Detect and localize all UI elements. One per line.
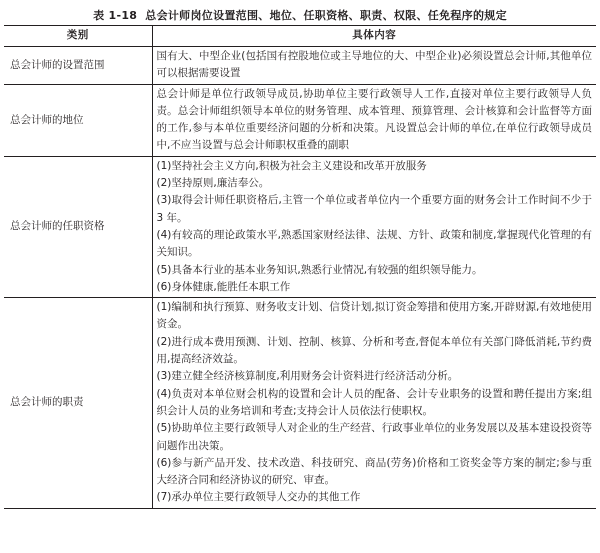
content-paragraph: 总会计师是单位行政领导成员,协助单位主要行政领导人工作,直接对单位主要行政领导人负责。总会计师组织领导本单位的财务管理、成本管理、预算管理、会计核算和会计监督等方面的工作,参与本单位重要经济问题的分析和决策。凡设置总会计师的单位,在单位行政领导成员中,不应当设置与总会计师职权重叠的副职: [156, 87, 592, 152]
content-paragraph: (7)承办单位主要行政领导人交办的其他工作: [156, 491, 361, 504]
content-paragraph: (1)坚持社会主义方向,积极为社会主义建设和改革开放服务: [156, 159, 427, 172]
content-paragraph: (3)建立健全经济核算制度,利用财务会计资料进行经济活动分析。: [156, 370, 459, 383]
content-paragraph: (5)协助单位主要行政领导人对企业的生产经营、行政事业单位的业务发展以及基本建设投资等问题作出决策。: [156, 422, 592, 452]
table-number: 表 1-18: [93, 9, 138, 22]
content-paragraph: 国有大、中型企业(包括国有控股地位或主导地位的大、中型企业)必须设置总会计师,其他单位可以根据需要设置: [156, 50, 592, 80]
row-category: 总会计师的设置范围: [4, 47, 152, 85]
row-content: [152, 84, 596, 156]
content-paragraph: (1)编制和执行预算、财务收支计划、信贷计划,拟订资金筹措和使用方案,开辟财源,有效地使用资金。: [156, 301, 592, 331]
row-category: 总会计师的地位: [4, 84, 152, 156]
content-paragraph: (5)具备本行业的基本业务知识,熟悉行业情况,有较强的组织领导能力。: [156, 263, 483, 276]
table-row: [4, 84, 596, 156]
content-paragraph: (2)进行成本费用预测、计划、控制、核算、分析和考查,督促本单位有关部门降低消耗,节约费用,提高经济效益。: [156, 335, 592, 366]
table-caption: [4, 7, 596, 25]
table-title: 总会计师岗位设置范围、地位、任职资格、职责、权限、任免程序的规定: [145, 9, 507, 22]
row-content: [152, 156, 596, 297]
content-paragraph: (2)坚持原则,廉洁奉公。: [156, 177, 270, 190]
header-category: 类别: [4, 26, 152, 47]
table-row: [4, 298, 596, 509]
row-content: [152, 47, 596, 85]
content-paragraph: (6)身体健康,能胜任本职工作: [156, 280, 291, 293]
row-category: 总会计师的任职资格: [4, 156, 152, 297]
table-row: [4, 47, 596, 85]
regulation-table: [4, 25, 596, 509]
content-paragraph: (4)有较高的理论政策水平,熟悉国家财经法律、法规、方针、政策和制度,掌握现代化管理的有关知识。: [156, 228, 592, 259]
row-content: [152, 298, 596, 509]
header-content: 具体内容: [152, 26, 596, 47]
content-paragraph: (6)参与新产品开发、技术改造、科技研究、商品(劳务)价格和工资奖金等方案的制定;参与重大经济合同和经济协议的研究、审查。: [156, 456, 592, 487]
row-category: 总会计师的职责: [4, 298, 152, 509]
content-paragraph: (4)负责对本单位财会机构的设置和会计人员的配备、会计专业职务的设置和聘任提出方案;组织会计人员的业务培训和考查;支持会计人员依法行使职权。: [156, 387, 592, 417]
table-row: [4, 156, 596, 297]
content-paragraph: (3)取得会计师任职资格后,主管一个单位或者单位内一个重要方面的财务会计工作时间不少于 3 年。: [156, 194, 592, 224]
table-header-row: [4, 26, 596, 47]
